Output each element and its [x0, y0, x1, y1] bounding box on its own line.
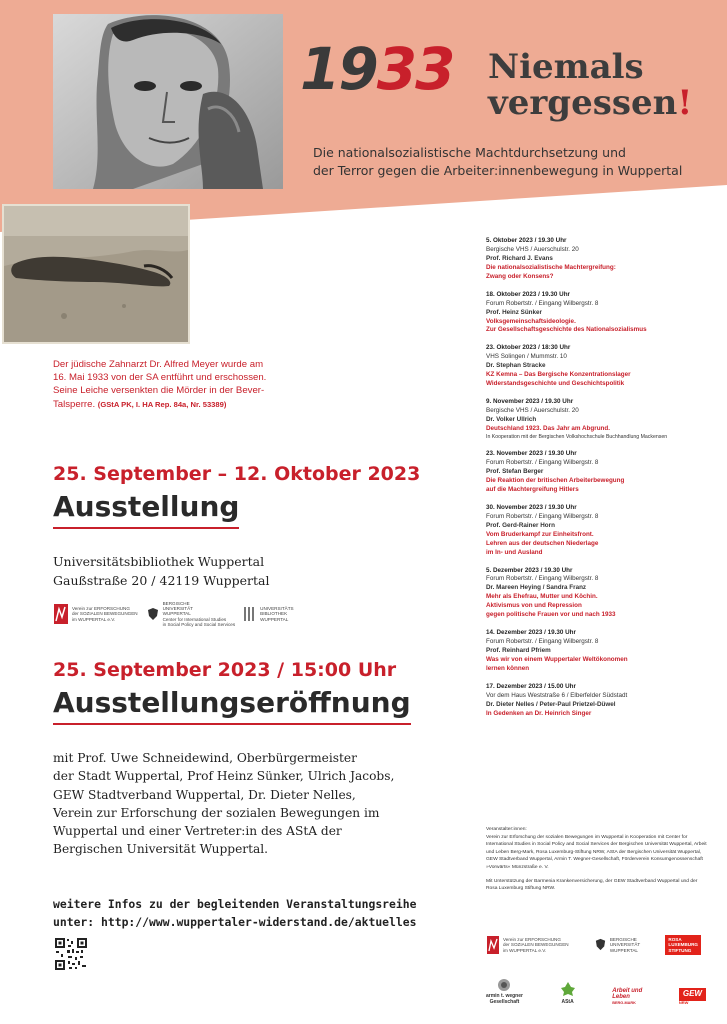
event-date: 30. November 2023 / 19.30 Uhr	[486, 503, 577, 511]
library-logo-line-3: WUPPERTAL	[260, 616, 289, 622]
verein-small-line-3: im WUPPERTAL e.V.	[503, 947, 547, 953]
event-title-line: auf die Machtergreifung Hitlers	[486, 485, 579, 493]
opening-speakers	[53, 749, 413, 859]
verein-small-line-2: der SOZIALEN BEWEGUNGEN	[503, 942, 569, 948]
event-title-line: Vom Bruderkampf zur Einheitsfront.	[486, 530, 594, 538]
verein-logo-small-icon	[486, 935, 500, 955]
event-title-line: In Gedenken an Dr. Heinrich Singer	[486, 709, 592, 717]
event-date: 5. Oktober 2023 / 19.30 Uhr	[486, 237, 567, 244]
caption-line-3: Seine Leiche versenkten die Mörder in der Bever-	[53, 385, 265, 397]
event-speaker: Dr. Volker Ullrich	[486, 415, 537, 423]
event-speaker: Prof. Heinz Sünker	[486, 308, 542, 316]
rls-line-1: ROSA	[668, 937, 682, 943]
organizers-label: Veranstalter:innen:	[486, 827, 527, 832]
opening-heading: Ausstellungseröffnung	[53, 686, 411, 725]
wegner-logo-icon	[495, 978, 513, 992]
speakers-line: mit Prof. Uwe Schneidewind, Oberbürgermeister	[53, 751, 357, 765]
exhibition-address	[53, 552, 269, 591]
caption-line-1: Der jüdische Zahnarzt Dr. Alfred Meyer wurde am	[53, 359, 264, 370]
verein-logo-small	[486, 935, 569, 955]
event-item	[486, 398, 716, 441]
organizer-logos-top	[53, 601, 313, 627]
speakers-line: der Stadt Wuppertal, Prof Heinz Sünker, Ulrich Jacobs,	[53, 769, 395, 784]
event-title-line: Die Reaktion der britischen Arbeiterbewegung	[486, 477, 625, 484]
rls-line-2: LUXEMBURG	[668, 942, 698, 948]
event-item	[486, 291, 716, 336]
slogan-line-2: vergessen	[488, 82, 678, 123]
aul-line-1: Arbeit und	[612, 987, 643, 994]
opening-date: 25. September 2023 / 15:00 Uhr	[53, 659, 397, 681]
event-speaker: Prof. Stefan Berger	[486, 468, 544, 476]
portrait-photo	[53, 14, 283, 189]
event-note: In Kooperation mit der Bergischen Volkshochschule Buchhandlung Mackensen	[486, 433, 668, 440]
organizer-logos-bottom	[486, 932, 701, 958]
verein-logo-line-3: im WUPPERTAL e.V.	[72, 616, 116, 622]
gew-sub: NRW	[678, 999, 689, 1005]
slogan-exclamation: !	[677, 82, 693, 123]
speakers-line: Wuppertal und einer Vertreter:in des AStA der	[53, 824, 342, 839]
wegner-logo	[486, 978, 523, 1006]
event-item	[486, 450, 716, 495]
university-logo-icon	[146, 607, 160, 621]
subtitle-line-1: Die nationalsozialistische Machtdurchsetzung und	[313, 145, 626, 160]
event-title-line: Mehr als Ehefrau, Mutter und Köchin.	[486, 593, 598, 601]
event-series	[486, 237, 716, 728]
event-title-line: Deutschland 1923. Das Jahr am Abgrund.	[486, 424, 610, 432]
event-title-line: gegen politische Frauen vor und nach 1933	[486, 611, 616, 619]
university-small-line-2: UNIVERSITÄT	[609, 942, 641, 948]
verein-logo-icon	[53, 603, 69, 625]
event-item	[486, 237, 716, 282]
rls-logo	[665, 935, 701, 954]
event-title-line: Zwang oder Konsens?	[486, 272, 554, 280]
year-digits	[300, 35, 453, 103]
event-title-line: Die nationalsozialistische Machtergreifung:	[486, 263, 616, 271]
aul-line-3: BERG-MARK	[612, 1000, 636, 1005]
event-place: VHS Solingen / Mummstr. 10	[486, 353, 567, 361]
organizers-text: Verein zur Erforschung der sozialen Bewegungen im Wuppertal in Kooperation mit Center for International Studies in Social Policy and Social Services der Bergischen Universität Wuppertal, Arbeit und Leben Berg-Mark, Rosa Luxemburg-Stiftung NRW, AStA der Bergischen Universität Wuppertal, GEW Stadtverband Wuppertal, Armin T. Wegner-Gesellschaft, Förderverein Konsumgenossenschaft »Vorwärts« Münzstraße e. V.	[486, 834, 707, 870]
university-logo	[146, 601, 236, 626]
verein-small-line-1: Verein zur ERFORSCHUNG	[503, 937, 561, 943]
event-place: Forum Robertstr. / Eingang Wilbergstr. 8	[486, 575, 599, 583]
event-date: 23. November 2023 / 19.30 Uhr	[486, 450, 577, 458]
event-title-line: lernen können	[486, 664, 530, 672]
university-small-line-1: BERGISCHE	[609, 937, 637, 943]
subtitle	[313, 144, 713, 180]
event-item	[486, 567, 716, 621]
address-line-1: Universitätsbibliothek Wuppertal	[53, 554, 265, 569]
gew-label: GEW	[679, 988, 706, 1001]
asta-logo	[560, 981, 576, 1005]
event-place: Bergische VHS / Auerschulstr. 20	[486, 407, 579, 414]
verein-logo	[53, 603, 138, 625]
photo-caption	[53, 358, 268, 411]
library-logo-icon	[243, 606, 257, 622]
event-title-line: im In- und Ausland	[486, 548, 543, 556]
event-date: 17. Dezember 2023 / 15.00 Uhr	[486, 682, 576, 690]
support-text: Mit Unterstützung der Barmenia Krankenversicherung, der GEW Stadtverband Wuppertal und der Rosa Luxemburg Stiftung NRW.	[486, 878, 698, 892]
university-logo-line-1: BERGISCHE	[162, 601, 190, 607]
address-line-2: Gaußstraße 20 / 42119 Wuppertal	[53, 573, 270, 589]
university-small-line-3: WUPPERTAL	[609, 947, 638, 953]
verein-logo-line-2: der SOZIALEN BEWEGUNGEN	[72, 611, 138, 617]
event-speaker: Prof. Gerd-Rainer Horn	[486, 521, 555, 529]
university-logo-line-3: WUPPERTAL	[162, 611, 191, 617]
university-logo-small-icon	[594, 938, 607, 951]
library-logo-line-1: UNIVERSITÄTS	[260, 606, 294, 612]
slogan-line-1: Niemals	[488, 47, 644, 87]
subtitle-line-2: der Terror gegen die Arbeiter:innenbewegung in Wuppertal	[313, 163, 683, 179]
event-item	[486, 344, 716, 389]
organizers-block	[486, 826, 708, 899]
event-title-line: Aktivismus von und Repression	[486, 602, 582, 610]
library-logo-line-2: BIBLIOTHEK	[260, 611, 288, 617]
arbeit-und-leben-logo	[612, 988, 642, 1005]
event-speaker: Dr. Dieter Nelles / Peter-Paul Prietzel-Düwel	[486, 700, 616, 708]
event-place: Forum Robertstr. / Eingang Wilbergstr. 8	[486, 299, 599, 307]
wegner-line-2: Gesellschaft	[489, 998, 520, 1005]
more-info	[53, 895, 423, 932]
asta-logo-icon	[560, 981, 576, 997]
year-digits-red: 33	[376, 35, 454, 103]
event-place: Forum Robertstr. / Eingang Wilbergstr. 8	[486, 459, 599, 467]
more-info-line-1: weitere Infos zu der begleitenden Veranstaltungsreihe	[53, 897, 417, 911]
event-speaker: Dr. Stephan Stracke	[486, 362, 546, 370]
event-place: Vor dem Haus Weststraße 6 / Elberfelder Südstadt	[486, 691, 628, 699]
slogan	[488, 47, 693, 123]
speakers-line: Verein zur Erforschung der sozialen Bewegungen im	[53, 805, 380, 820]
event-title-line: Lehren aus der deutschen Niederlage	[486, 539, 599, 547]
event-speaker: Dr. Mareen Heying / Sandra Franz	[486, 584, 587, 592]
event-place: Bergische VHS / Auerschulstr. 20	[486, 245, 579, 253]
partner-logos	[486, 973, 706, 1005]
event-date: 23. Oktober 2023 / 18:30 Uhr	[486, 344, 571, 352]
event-speaker: Prof. Reinhard Pfriem	[486, 647, 551, 654]
year-title	[300, 35, 454, 103]
event-item	[486, 504, 716, 558]
caption-line-4: Talsperre.	[53, 398, 96, 410]
event-date: 9. November 2023 / 19.30 Uhr	[486, 398, 574, 406]
event-item	[486, 683, 716, 719]
caption-source: (GStA PK, I. HA Rep. 84a, Nr. 53389)	[97, 399, 227, 409]
library-logo	[243, 606, 293, 622]
rls-line-3: STIFTUNG	[668, 947, 692, 953]
event-title-line: Widerstandsgeschichte und Geschichtspolitik	[486, 380, 625, 388]
speakers-line: Bergischen Universität Wuppertal.	[53, 842, 269, 857]
asta-label: AStA	[561, 998, 574, 1005]
event-title-line: KZ Kemna – Das Bergische Konzentrationslager	[486, 371, 631, 379]
university-logo-small	[594, 937, 640, 952]
speakers-line: GEW Stadtverband Wuppertal, Dr. Dieter Nelles,	[53, 787, 356, 802]
event-speaker: Prof. Richard J. Evans	[486, 254, 553, 262]
event-place: Forum Robertstr. / Eingang Wilbergstr. 8	[486, 638, 599, 646]
event-place: Forum Robertstr. / Eingang Wilbergstr. 8	[486, 512, 599, 520]
more-info-url[interactable]: unter: http://www.wuppertaler-widerstand.de/aktuelles	[53, 915, 417, 930]
exhibition-heading: Ausstellung	[53, 490, 239, 529]
event-date: 14. Dezember 2023 / 19.30 Uhr	[486, 629, 576, 637]
event-title-line: Volksgemeinschaftsideologie.	[486, 317, 576, 325]
year-digits-dark: 19	[300, 35, 377, 103]
university-logo-line-5: in Social Policy and Social Services	[162, 621, 236, 627]
gew-logo	[679, 988, 706, 1005]
university-logo-line-4: Center for International Studies	[162, 616, 227, 622]
event-date: 18. Oktober 2023 / 19.30 Uhr	[486, 290, 571, 298]
caption-line-2: 16. Mai 1933 von der SA entführt und erschossen.	[53, 372, 267, 384]
verein-logo-line-1: Verein zur ERFORSCHUNG	[72, 606, 130, 612]
wegner-line-1: armin t. wegner	[486, 993, 523, 999]
qr-code[interactable]	[54, 937, 88, 971]
aul-line-2: Leben	[612, 994, 630, 1001]
university-logo-line-2: UNIVERSITÄT	[162, 606, 193, 612]
event-title-line: Zur Gesellschaftsgeschichte des Nationalsozialismus	[486, 326, 647, 334]
exhibition-date: 25. September – 12. Oktober 2023	[53, 463, 421, 485]
event-item	[486, 629, 716, 674]
event-date: 5. Dezember 2023 / 19.30 Uhr	[486, 566, 573, 574]
historical-photo	[2, 204, 190, 344]
event-title-line: Was wir von einem Wuppertaler Weltökonomen	[486, 655, 628, 663]
